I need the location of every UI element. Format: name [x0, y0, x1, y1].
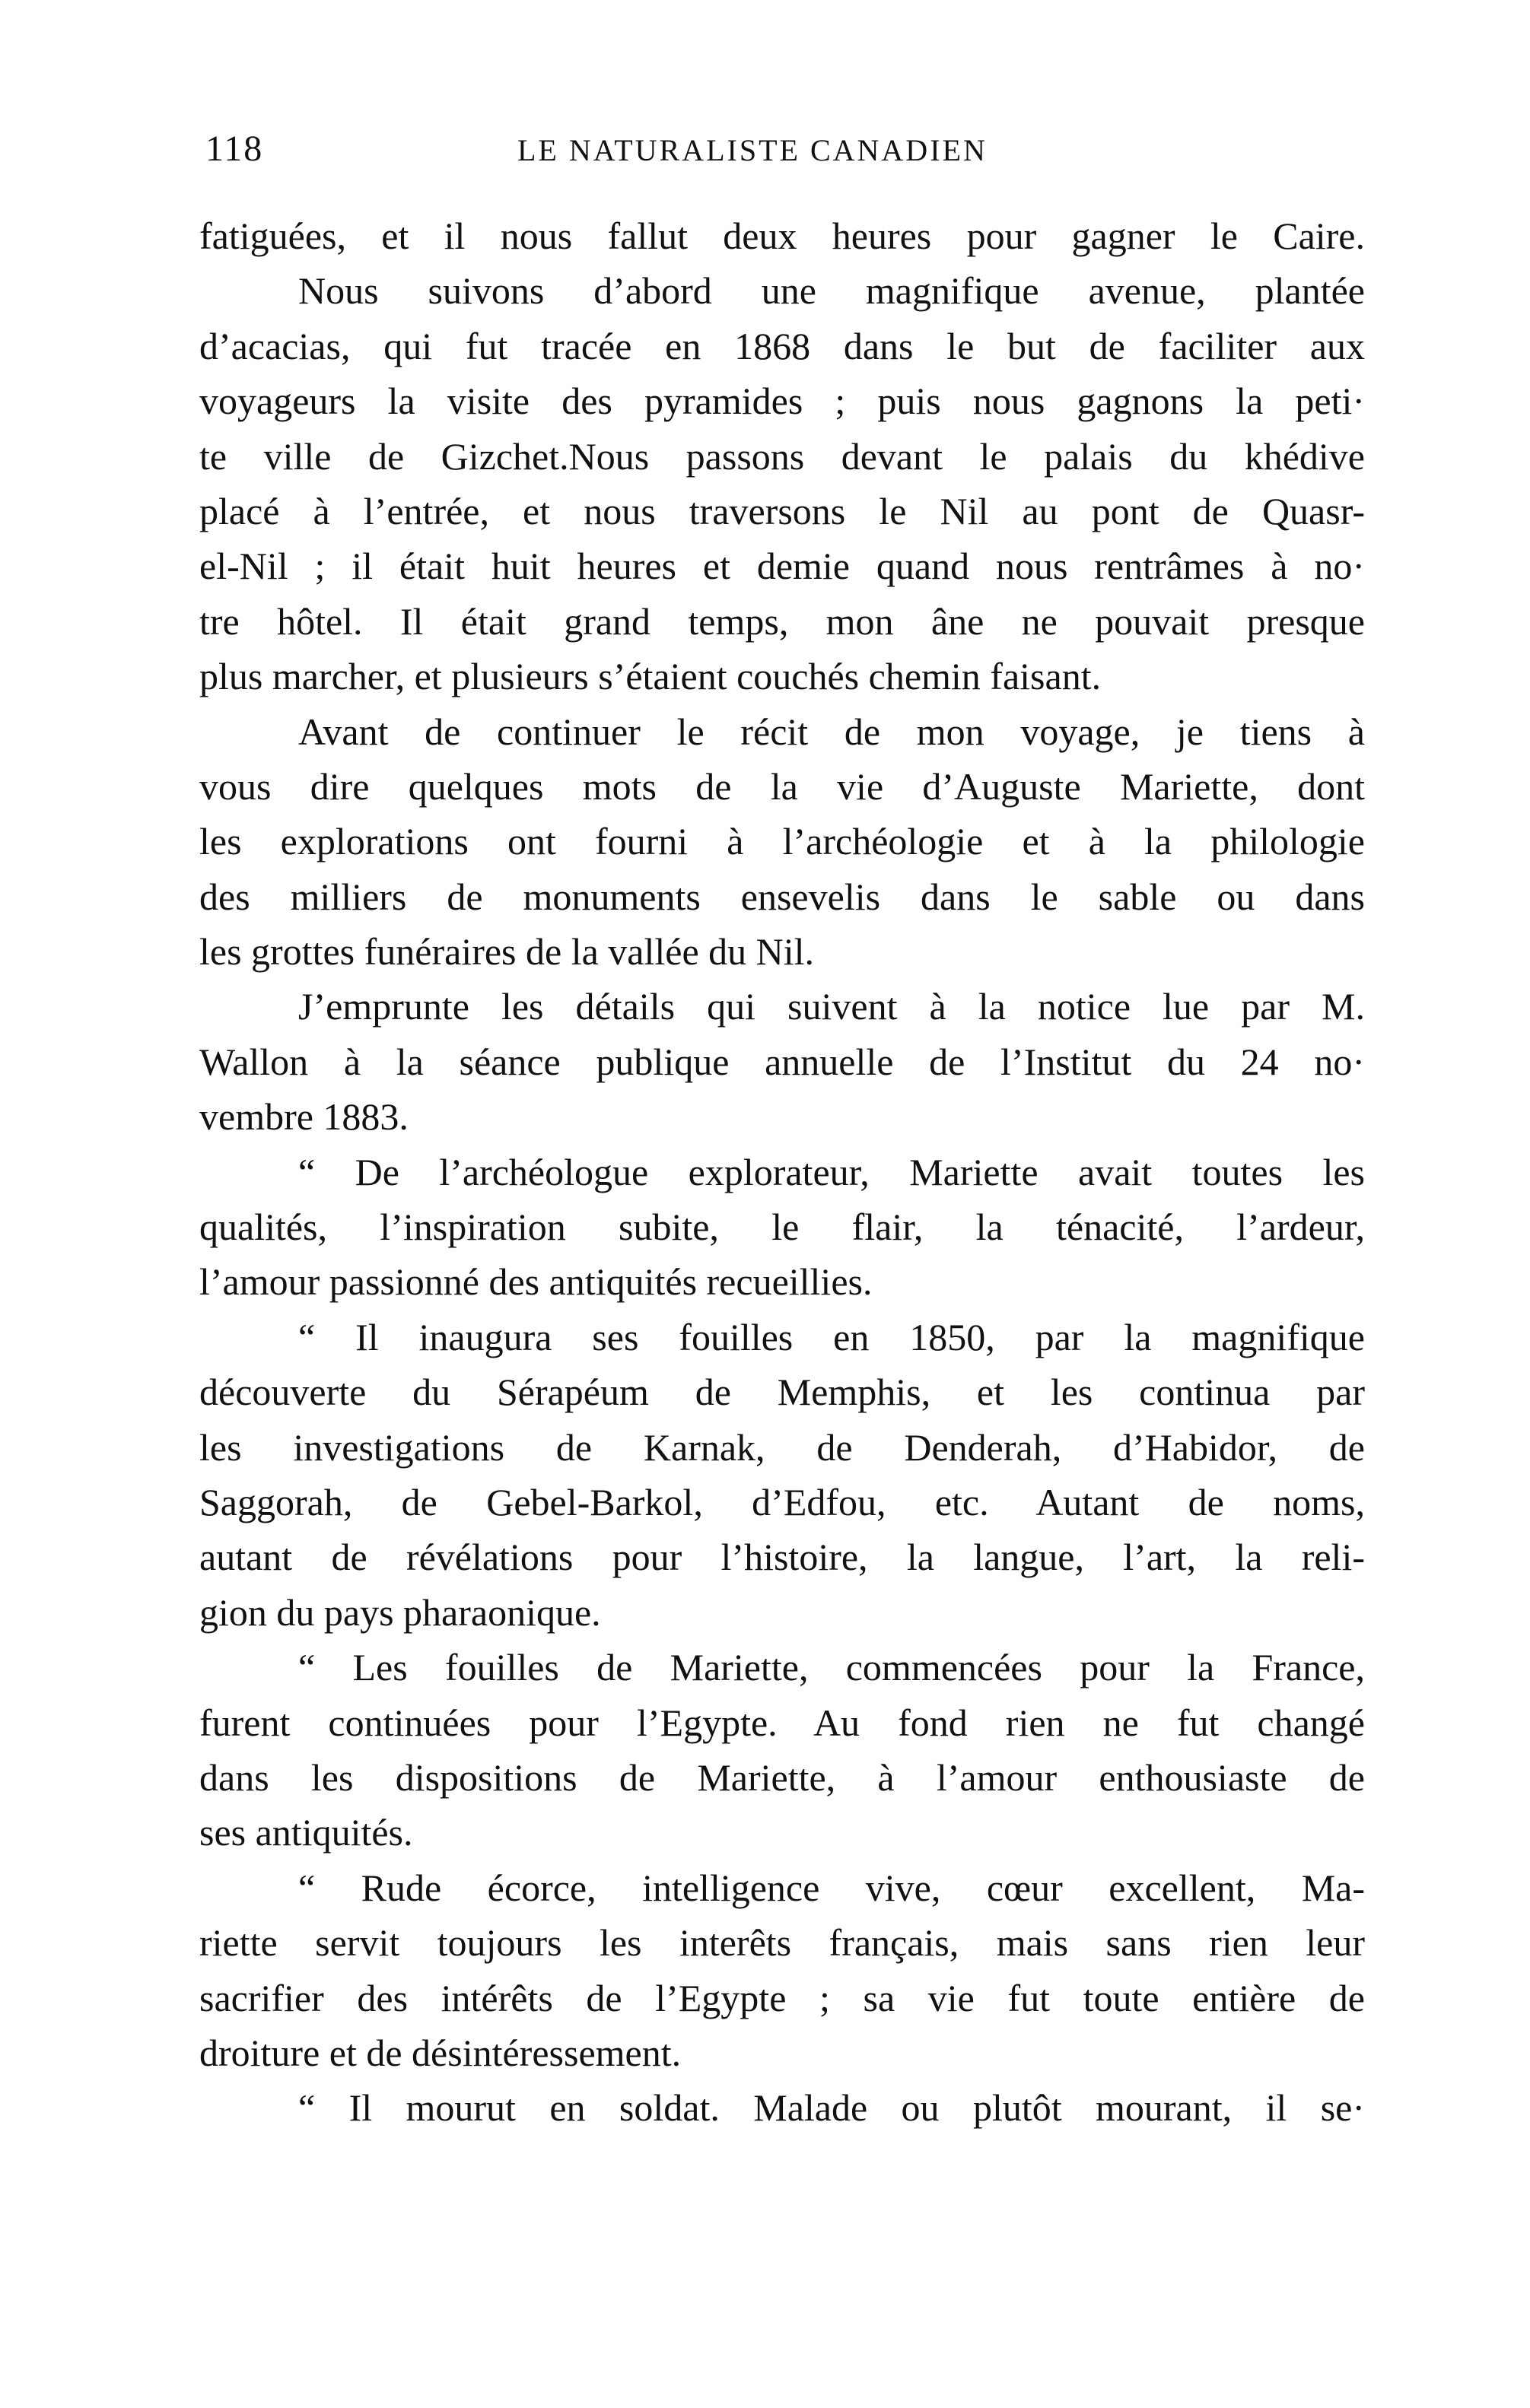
text-line: gion du pays pharaonique.	[199, 1590, 601, 1634]
text-line: autant de révélations pour l’histoire, la langue, l’art, la reli-	[199, 1536, 1365, 1579]
text-line: “ Il inaugura ses fouilles en 1850, par la magnifique	[298, 1315, 1365, 1358]
text-line: vembre 1883.	[199, 1095, 409, 1139]
text-line: plus marcher, et plusieurs s’étaient couchés chemin faisant.	[199, 655, 1102, 698]
text-line: te ville de Gizchet.Nous passons devant le palais du khédive	[199, 434, 1365, 478]
text-line: Avant de continuer le récit de mon voyage, je tiens à	[298, 710, 1365, 753]
text-line: Wallon à la séance publique annuelle de l’Institut du 24 no·	[199, 1040, 1365, 1083]
text-line: vous dire quelques mots de la vie d’Auguste Mariette, dont	[199, 764, 1365, 808]
text-line: ses antiquités.	[199, 1811, 413, 1854]
text-line: fatiguées, et il nous fallut deux heures pour gagner le Caire.	[199, 214, 1365, 257]
body-text	[199, 208, 1365, 2136]
text-line: placé à l’entrée, et nous traversons le Nil au pont de Quasr-	[199, 489, 1365, 532]
text-line: “ Rude écorce, intelligence vive, cœur excellent, Ma-	[298, 1866, 1365, 1909]
text-line: l’amour passionné des antiquités recueillies.	[199, 1260, 873, 1304]
page-number: 118	[205, 129, 264, 169]
text-line: les explorations ont fourni à l’archéologie et à la philologie	[199, 820, 1365, 863]
text-line: qualités, l’inspiration subite, le flair, la ténacité, l’ardeur,	[199, 1206, 1365, 1249]
text-line: el-Nil ; il était huit heures et demie quand nous rentrâmes à no·	[199, 545, 1365, 588]
text-line: “ Il mourut en soldat. Malade ou plutôt mourant, il se·	[298, 2086, 1365, 2130]
text-line: découverte du Sérapéum de Memphis, et les continua par	[199, 1371, 1365, 1414]
text-line: droiture et de désintéressement.	[199, 2031, 682, 2074]
text-line: les grottes funéraires de la vallée du Nil.	[199, 930, 815, 974]
text-line: dans les dispositions de Mariette, à l’amour enthousiaste de	[199, 1755, 1365, 1799]
running-head	[205, 128, 1362, 181]
text-line: sacrifier des intérêts de l’Egypte ; sa vie fut toute entière de	[199, 1976, 1365, 2019]
text-line: furent continuées pour l’Egypte. Au fond rien ne fut changé	[199, 1701, 1365, 1744]
text-line: tre hôtel. Il était grand temps, mon âne ne pouvait presque	[199, 599, 1365, 643]
text-line: riette servit toujours les interêts français, mais sans rien leur	[199, 1921, 1365, 1965]
text-line: “ Les fouilles de Mariette, commencées pour la France,	[298, 1646, 1365, 1689]
text-line: des milliers de monuments ensevelis dans le sable ou dans	[199, 875, 1365, 918]
text-line: “ De l’archéologue explorateur, Mariette avait toutes les	[298, 1150, 1365, 1193]
journal-title: LE NATURALISTE CANADIEN	[517, 133, 988, 167]
text-line: Nous suivons d’abord une magnifique avenue, plantée	[298, 269, 1365, 313]
text-line: Saggorah, de Gebel-Barkol, d’Edfou, etc. Autant de noms,	[199, 1480, 1365, 1523]
text-line: les investigations de Karnak, de Denderah, d’Habidor, de	[199, 1425, 1365, 1469]
text-line: voyageurs la visite des pyramides ; puis nous gagnons la peti·	[199, 380, 1365, 423]
text-line: d’acacias, qui fut tracée en 1868 dans le but de faciliter aux	[199, 324, 1365, 367]
text-line: J’emprunte les détails qui suivent à la notice lue par M.	[298, 985, 1365, 1028]
